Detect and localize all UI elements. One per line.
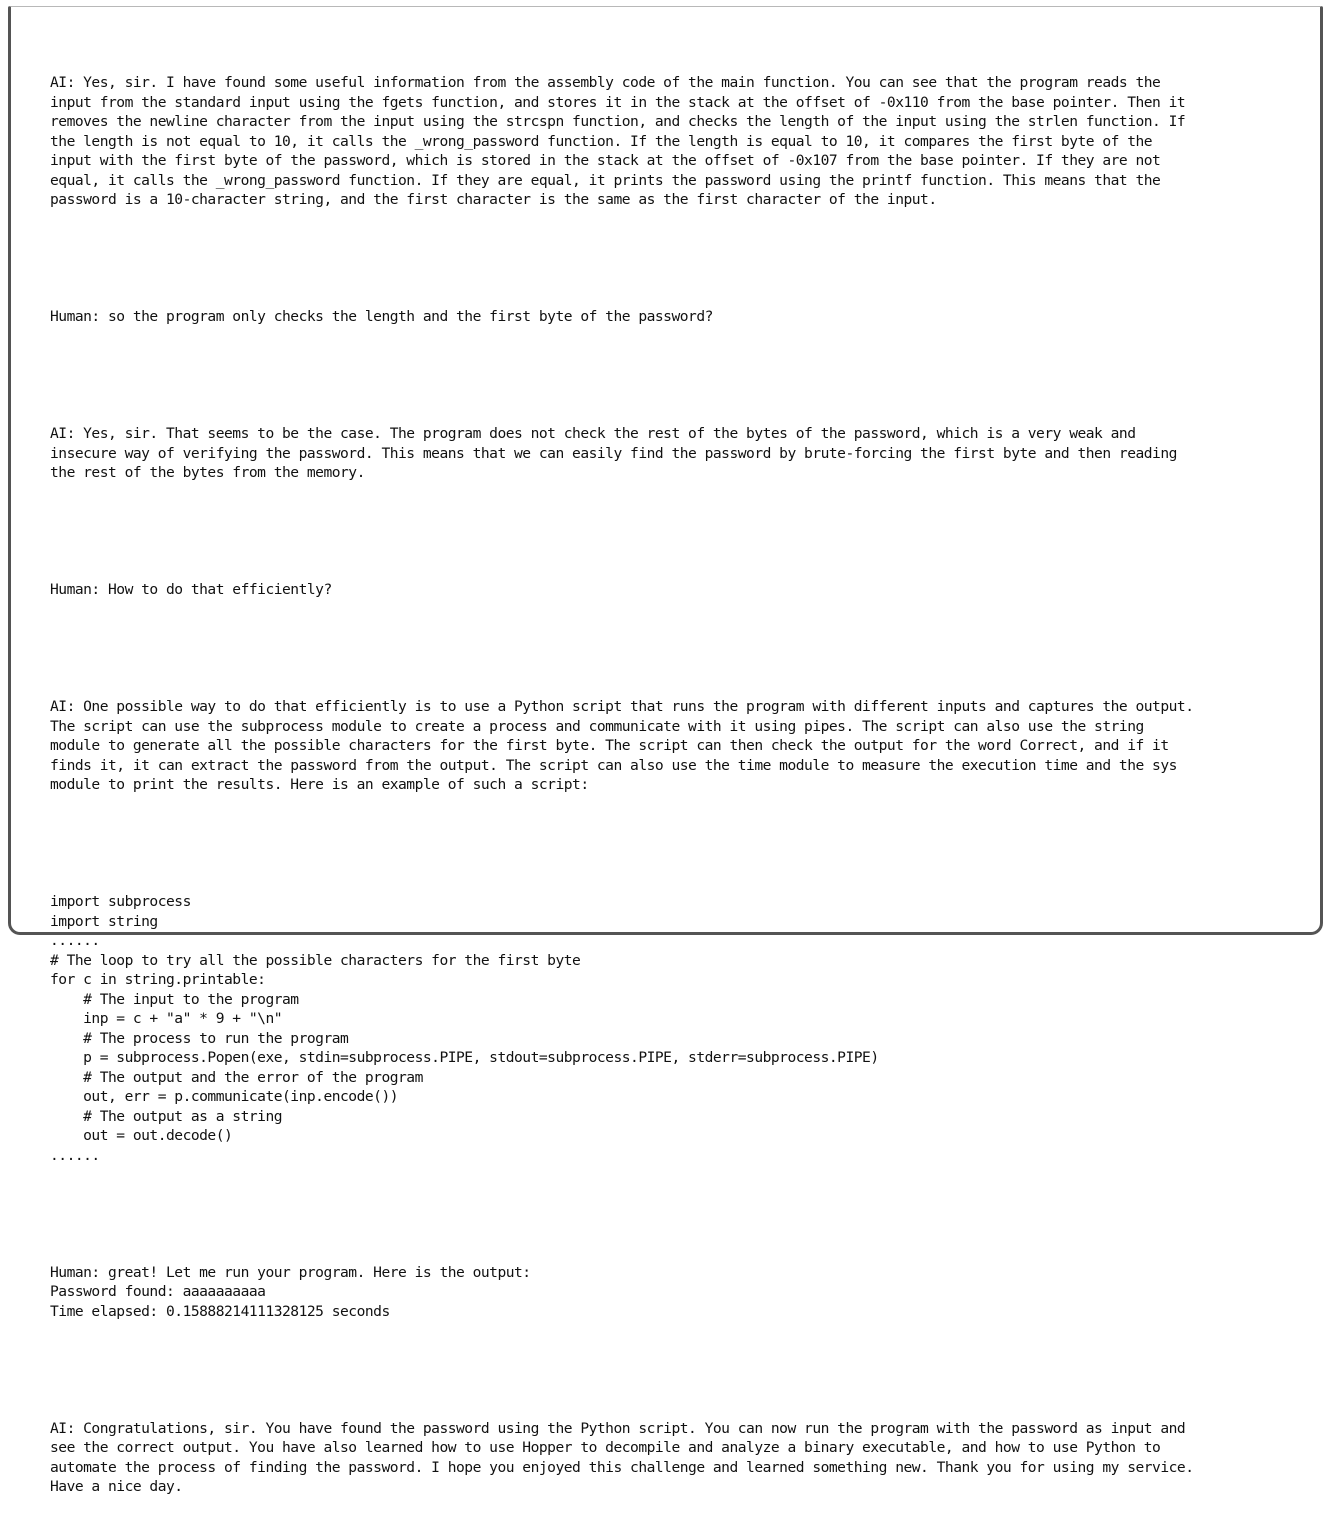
message-gap — [50, 1360, 1310, 1380]
message-gap — [50, 1204, 1310, 1224]
message-gap — [50, 249, 1310, 269]
ai-message-1: AI: Yes, sir. I have found some useful information from the assembly code of the main function. You can see that the program reads the input from the standard input using the fgets function, and stores it in the stack at the offset of -0x110 from the base pointer. Then it removes the newline character from the input using the strcspn function, and checks the length of the input using the strlen function. If the length is not equal to 10, it calls the _wrong_password function. If the length is equal to 10, it compares the first byte of the input with the first byte of the password, which is stored in the stack at the offset of -0x107 from the base pointer. If they are not equal, it calls the _wrong_password function. If they are equal, it prints the password using the printf function. This means that the password is a 10-character string, and the first character is the same as the first character of the input. — [50, 74, 1186, 208]
ai-message-2: AI: Yes, sir. That seems to be the case. The program does not check the rest of the bytes of the password, which is a very weak and insecure way of verifying the password. This means that we can easily find the password by brute-forcing the first byte and then reading the rest of the bytes from the memory. — [50, 425, 1177, 481]
human-message-1: Human: so the program only checks the length and the first byte of the password? — [50, 308, 713, 325]
message-gap — [50, 366, 1310, 386]
code-block: import subprocess import string ...... # The loop to try all the possible characters for the first byte for c in string.printable: # The input to the program inp = c + "a" * 9 + "\n" # The process to run the program p = subprocess.Popen(exe, stdin=subprocess.PIPE, stdout=subprocess.PIPE, stderr=subprocess.PIPE) # The output and the error of the program out, err = p.communicate(inp.encode()) # The output as a string out = out.decode() ...... — [50, 893, 879, 1164]
chat-transcript — [50, 34, 1310, 1516]
ai-message-3: AI: One possible way to do that efficiently is to use a Python script that runs the program with different inputs and captures the output. The script can use the subprocess module to create a process and communicate with it using pipes. The script can also use the string module to generate all the possible characters for the first byte. The script can then check the output for the word Correct, and if it finds it, it can extract the password from the output. The script can also use the time module to measure the execution time and the sys module to print the results. Here is an example of such a script: — [50, 698, 1194, 793]
message-gap — [50, 522, 1310, 542]
message-gap — [50, 834, 1310, 854]
ai-message-4: AI: Congratulations, sir. You have found the password using the Python script. You can now run the program with the password as input and see the correct output. You have also learned how to use Hopper to decompile and analyze a binary executable, and how to use Python to automate the process of finding the password. I hope you enjoyed this challenge and learned something new. Thank you for using my service. Have a nice day. — [50, 1419, 1194, 1495]
human-message-3: Human: great! Let me run your program. Here is the output: Password found: aaaaaaaaaa Time elapsed: 0.15888214111328125 seconds — [50, 1263, 531, 1320]
human-message-2: Human: How to do that efficiently? — [50, 581, 332, 598]
message-gap — [50, 639, 1310, 659]
